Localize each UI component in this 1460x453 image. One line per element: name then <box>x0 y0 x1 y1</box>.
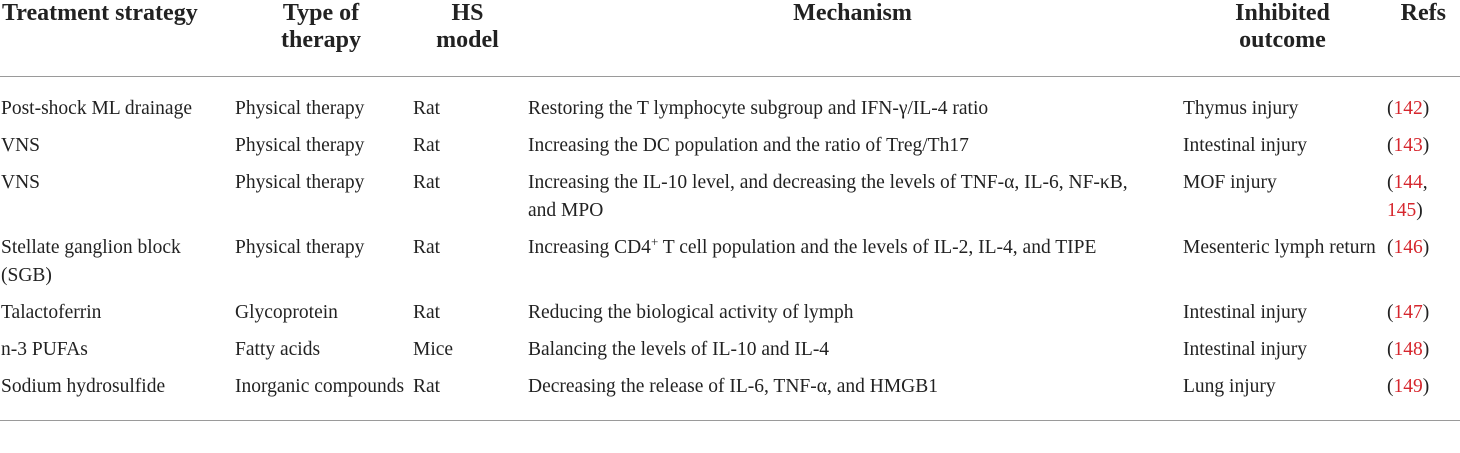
cell-mechanism: Increasing the DC population and the ratio of Treg/Th17 <box>528 135 969 156</box>
cell-strategy: VNS <box>1 135 41 156</box>
cell-model: Mice <box>413 339 454 360</box>
cell-outcome: Intestinal injury <box>1183 302 1308 323</box>
reference-link[interactable]: 148 <box>1393 339 1423 360</box>
header-treatment-strategy: Treatment strategy <box>2 0 198 26</box>
table-row <box>0 169 1460 234</box>
cell-model: Rat <box>413 172 441 193</box>
cell-therapy: Fatty acids <box>235 339 321 360</box>
table-row <box>0 373 1460 421</box>
cell-therapy: Physical therapy <box>235 98 365 119</box>
table-row <box>0 132 1460 169</box>
cell-therapy: Physical therapy <box>235 135 365 156</box>
cell-model: Rat <box>413 302 441 323</box>
cell-refs: (144, 145) <box>1387 172 1428 221</box>
header-inhibited-outcome: Inhibited outcome <box>1235 0 1330 53</box>
cell-outcome: Lung injury <box>1183 376 1276 397</box>
cell-refs: (142) <box>1387 98 1430 119</box>
cell-mechanism: Balancing the levels of IL-10 and IL-4 <box>528 339 830 360</box>
reference-link[interactable]: 145 <box>1387 200 1417 221</box>
reference-link[interactable]: 143 <box>1393 135 1423 156</box>
reference-link[interactable]: 147 <box>1393 302 1423 323</box>
cell-strategy: Sodium hydrosulfide <box>1 376 166 397</box>
header-type-of-therapy: Type of therapy <box>281 0 361 53</box>
cell-model: Rat <box>413 135 441 156</box>
cell-therapy: Physical therapy <box>235 237 365 258</box>
cell-outcome: Intestinal injury <box>1183 135 1308 156</box>
reference-link[interactable]: 144 <box>1393 172 1423 193</box>
cell-therapy: Glycoprotein <box>235 302 338 323</box>
cell-outcome: Thymus injury <box>1183 98 1299 119</box>
cell-model: Rat <box>413 376 441 397</box>
cell-model: Rat <box>413 98 441 119</box>
reference-link[interactable]: 149 <box>1393 376 1423 397</box>
reference-link[interactable]: 146 <box>1393 237 1423 258</box>
cell-model: Rat <box>413 237 441 258</box>
header-refs: Refs <box>1400 0 1446 26</box>
cell-mechanism: Restoring the T lymphocyte subgroup and IFN-γ/IL-4 ratio <box>528 98 989 119</box>
reference-link[interactable]: 142 <box>1393 98 1423 119</box>
header-hs-model: HS model <box>436 0 499 53</box>
table-row <box>0 77 1460 133</box>
table-header <box>0 0 1460 77</box>
cell-refs: (146) <box>1387 237 1430 258</box>
cell-outcome: Mesenteric lymph return <box>1183 237 1376 258</box>
cell-strategy: VNS <box>1 172 41 193</box>
cell-therapy: Physical therapy <box>235 172 365 193</box>
table-body <box>0 77 1460 421</box>
cell-outcome: MOF injury <box>1183 172 1277 193</box>
cell-therapy: Inorganic compounds <box>235 376 405 397</box>
cell-mechanism: Reducing the biological activity of lymph <box>528 302 854 323</box>
cell-refs: (149) <box>1387 376 1430 397</box>
header-row <box>0 0 1460 77</box>
cell-outcome: Intestinal injury <box>1183 339 1308 360</box>
cell-mechanism: Decreasing the release of IL-6, TNF-α, and HMGB1 <box>528 376 939 397</box>
table-row <box>0 234 1460 299</box>
cell-strategy: Talactoferrin <box>1 302 102 323</box>
table-row <box>0 299 1460 336</box>
cell-mechanism: Increasing the IL-10 level, and decreasing the levels of TNF-α, IL-6, NF-κB, and MPO <box>528 172 1128 221</box>
header-mechanism: Mechanism <box>793 0 912 26</box>
table-row <box>0 336 1460 373</box>
cell-strategy: Post-shock ML drainage <box>1 98 192 119</box>
cell-strategy: n-3 PUFAs <box>1 339 88 360</box>
cell-refs: (147) <box>1387 302 1430 323</box>
cell-strategy: Stellate ganglion block (SGB) <box>1 237 181 286</box>
cell-refs: (148) <box>1387 339 1430 360</box>
cell-mechanism: Increasing CD4+ T cell population and the levels of IL-2, IL-4, and TIPE <box>528 234 1097 258</box>
cell-refs: (143) <box>1387 135 1430 156</box>
